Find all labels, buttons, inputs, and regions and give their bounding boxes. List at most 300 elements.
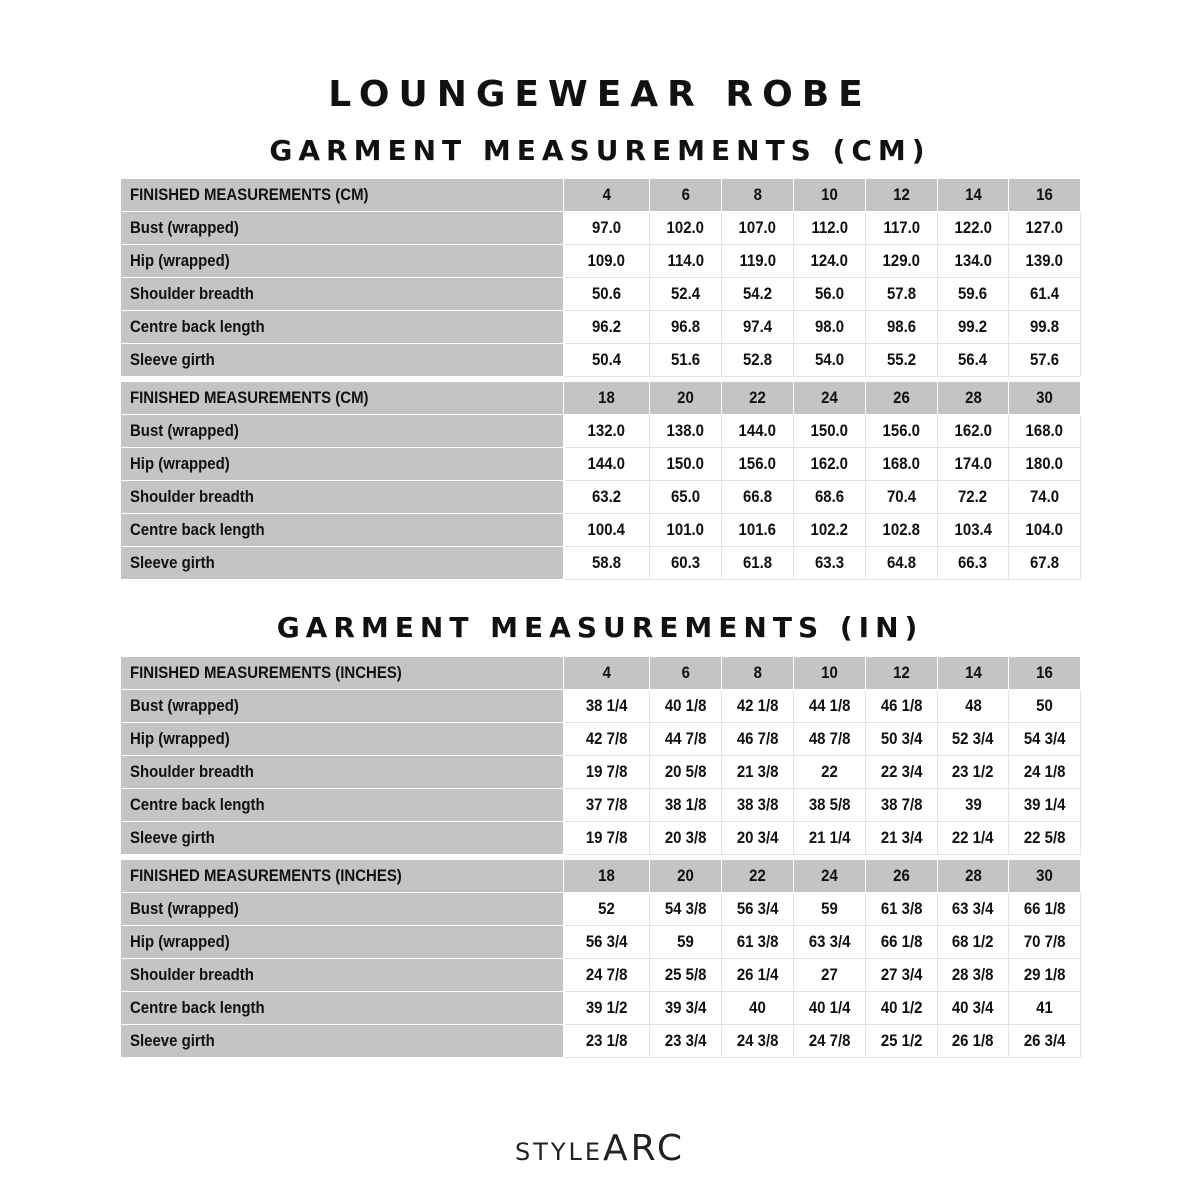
size-header-text: 20 bbox=[677, 866, 694, 885]
measurement-value: 58.8 bbox=[591, 553, 622, 572]
measurement-value: 63.3 bbox=[814, 553, 845, 572]
size-header-cell bbox=[650, 382, 722, 415]
measurement-cell bbox=[722, 959, 794, 992]
measurement-cell bbox=[938, 789, 1009, 822]
table-row bbox=[121, 893, 1081, 926]
table-row bbox=[121, 481, 1081, 514]
measurement-cell bbox=[722, 756, 794, 789]
measurement-value: 168.0 bbox=[1025, 421, 1064, 440]
measurement-cell bbox=[564, 311, 650, 344]
measurement-value: 61 3/8 bbox=[736, 932, 779, 951]
size-header-cell bbox=[564, 860, 650, 893]
measurement-cell bbox=[1009, 514, 1081, 547]
measurement-cell bbox=[794, 1025, 866, 1058]
table-row bbox=[121, 278, 1081, 311]
size-header-cell bbox=[938, 860, 1009, 893]
measurement-cell bbox=[938, 893, 1009, 926]
measurement-value: 59 bbox=[821, 899, 838, 918]
measurement-value: 22 5/8 bbox=[1023, 828, 1066, 847]
measurement-cell bbox=[650, 959, 722, 992]
row-label bbox=[121, 212, 564, 245]
measurement-value: 68 1/2 bbox=[952, 932, 994, 951]
measurement-cell bbox=[722, 415, 794, 448]
size-header-text: 14 bbox=[964, 185, 982, 204]
measurement-cell bbox=[722, 926, 794, 959]
measurement-value: 27 bbox=[821, 965, 838, 984]
size-header-cell bbox=[938, 657, 1009, 690]
measurement-cell bbox=[794, 311, 866, 344]
size-header-cell bbox=[1009, 179, 1081, 212]
measurement-value: 38 1/8 bbox=[664, 795, 707, 814]
measurement-cell bbox=[564, 959, 650, 992]
measurements-table-cm bbox=[120, 178, 1081, 580]
measurement-cell bbox=[866, 1025, 938, 1058]
row-label bbox=[121, 344, 564, 377]
header-label-text: FINISHED MEASUREMENTS (INCHES) bbox=[130, 663, 402, 682]
table-row bbox=[121, 245, 1081, 278]
measurement-cell bbox=[938, 514, 1009, 547]
measurement-cell bbox=[722, 723, 794, 756]
measurement-cell bbox=[866, 723, 938, 756]
measurement-value: 57.6 bbox=[1029, 350, 1060, 369]
measurement-value: 21 3/4 bbox=[880, 828, 923, 847]
measurement-value: 51.6 bbox=[670, 350, 701, 369]
measurement-cell bbox=[938, 959, 1009, 992]
measurement-value: 117.0 bbox=[883, 218, 920, 237]
measurement-value: 61.4 bbox=[1029, 284, 1060, 303]
table-row bbox=[121, 690, 1081, 723]
measurement-value: 39 bbox=[964, 795, 982, 814]
row-label bbox=[121, 1025, 564, 1058]
measurement-cell bbox=[1009, 959, 1081, 992]
measurement-cell bbox=[938, 344, 1009, 377]
row-label-text: Hip (wrapped) bbox=[130, 251, 230, 270]
size-header-cell bbox=[1009, 382, 1081, 415]
measurement-cell bbox=[722, 311, 794, 344]
measurement-value: 57.8 bbox=[886, 284, 917, 303]
measurement-cell bbox=[794, 514, 866, 547]
measurement-value: 46 7/8 bbox=[736, 729, 779, 748]
measurement-cell bbox=[722, 893, 794, 926]
measurement-value: 24 1/8 bbox=[1023, 762, 1066, 781]
measurement-cell bbox=[722, 822, 794, 855]
row-label bbox=[121, 926, 564, 959]
measurement-cell bbox=[1009, 311, 1081, 344]
measurement-value: 21 3/8 bbox=[736, 762, 779, 781]
measurement-cell bbox=[866, 415, 938, 448]
measurement-value: 55.2 bbox=[886, 350, 917, 369]
measurement-cell bbox=[866, 756, 938, 789]
row-label-text: Bust (wrapped) bbox=[130, 696, 239, 715]
size-header-cell bbox=[794, 382, 866, 415]
measurement-value: 99.8 bbox=[1029, 317, 1060, 336]
measurement-cell bbox=[650, 789, 722, 822]
measurement-value: 99.2 bbox=[958, 317, 988, 336]
size-header-row bbox=[121, 179, 1081, 212]
size-header-cell bbox=[564, 382, 650, 415]
measurement-value: 66 1/8 bbox=[880, 932, 923, 951]
size-header-cell bbox=[1009, 860, 1081, 893]
row-label-text: Sleeve girth bbox=[130, 828, 215, 847]
measurement-value: 56 3/4 bbox=[585, 932, 628, 951]
measurement-value: 103.4 bbox=[954, 520, 992, 539]
measurement-cell bbox=[650, 992, 722, 1025]
measurement-cell bbox=[794, 690, 866, 723]
size-header-text: 8 bbox=[753, 663, 762, 682]
measurement-value: 96.8 bbox=[670, 317, 701, 336]
header-label-text: FINISHED MEASUREMENTS (INCHES) bbox=[130, 866, 402, 885]
measurement-value: 68.6 bbox=[814, 487, 845, 506]
size-header-cell bbox=[564, 657, 650, 690]
measurement-value: 24 7/8 bbox=[585, 965, 628, 984]
measurement-cell bbox=[1009, 690, 1081, 723]
measurement-cell bbox=[722, 789, 794, 822]
measurement-cell bbox=[938, 245, 1009, 278]
measurement-value: 67.8 bbox=[1029, 553, 1060, 572]
measurement-value: 40 1/2 bbox=[880, 998, 923, 1017]
measurement-value: 119.0 bbox=[739, 251, 776, 270]
row-label-text: Sleeve girth bbox=[130, 1031, 215, 1050]
measurement-cell bbox=[1009, 547, 1081, 580]
size-header-row bbox=[121, 657, 1081, 690]
measurement-value: 50.4 bbox=[591, 350, 622, 369]
size-header-text: 22 bbox=[749, 866, 766, 885]
size-header-cell bbox=[722, 382, 794, 415]
measurement-value: 59.6 bbox=[958, 284, 988, 303]
measurement-value: 70.4 bbox=[886, 487, 917, 506]
measurement-cell bbox=[564, 514, 650, 547]
measurement-value: 63.2 bbox=[591, 487, 622, 506]
section-heading-in: GARMENT MEASUREMENTS (IN) bbox=[276, 611, 924, 644]
measurement-cell bbox=[650, 415, 722, 448]
measurement-value: 38 7/8 bbox=[880, 795, 923, 814]
measurement-cell bbox=[1009, 481, 1081, 514]
measurement-cell bbox=[866, 245, 938, 278]
measurement-value: 56.4 bbox=[958, 350, 988, 369]
measurement-cell bbox=[564, 212, 650, 245]
measurement-value: 48 7/8 bbox=[808, 729, 851, 748]
measurement-cell bbox=[650, 212, 722, 245]
measurement-value: 174.0 bbox=[954, 454, 992, 473]
measurement-value: 102.0 bbox=[666, 218, 705, 237]
row-label-text: Hip (wrapped) bbox=[130, 454, 230, 473]
measurement-value: 29 1/8 bbox=[1023, 965, 1066, 984]
measurement-value: 40 1/4 bbox=[808, 998, 851, 1017]
size-header-cell bbox=[1009, 657, 1081, 690]
size-header-text: 20 bbox=[677, 388, 694, 407]
size-header-text: 12 bbox=[893, 185, 910, 204]
measurement-cell bbox=[564, 481, 650, 514]
measurement-cell bbox=[650, 893, 722, 926]
measurement-value: 98.6 bbox=[886, 317, 917, 336]
measurement-value: 38 3/8 bbox=[736, 795, 779, 814]
measurement-cell bbox=[866, 547, 938, 580]
measurement-cell bbox=[938, 723, 1009, 756]
measurement-cell bbox=[1009, 448, 1081, 481]
measurement-value: 150.0 bbox=[666, 454, 705, 473]
measurement-cell bbox=[794, 344, 866, 377]
measurement-cell bbox=[564, 822, 650, 855]
size-header-cell bbox=[794, 657, 866, 690]
measurement-value: 22 1/4 bbox=[952, 828, 994, 847]
measurement-value: 26 1/4 bbox=[736, 965, 779, 984]
size-header-cell bbox=[794, 860, 866, 893]
measurement-value: 129.0 bbox=[882, 251, 921, 270]
measurement-cell bbox=[866, 212, 938, 245]
measurement-cell bbox=[1009, 926, 1081, 959]
row-label-text: Hip (wrapped) bbox=[130, 932, 230, 951]
row-label bbox=[121, 893, 564, 926]
measurement-value: 139.0 bbox=[1025, 251, 1064, 270]
row-label bbox=[121, 756, 564, 789]
header-label bbox=[121, 657, 564, 690]
brand-logo bbox=[0, 1128, 1200, 1169]
measurement-value: 64.8 bbox=[886, 553, 917, 572]
measurement-cell bbox=[866, 278, 938, 311]
size-header-text: 28 bbox=[964, 388, 982, 407]
measurement-cell bbox=[794, 822, 866, 855]
size-header-text: 18 bbox=[598, 866, 615, 885]
size-header-text: 16 bbox=[1036, 185, 1053, 204]
size-header-text: 16 bbox=[1036, 663, 1053, 682]
measurement-value: 25 5/8 bbox=[664, 965, 707, 984]
measurement-value: 22 3/4 bbox=[880, 762, 923, 781]
measurement-value: 44 1/8 bbox=[808, 696, 851, 715]
size-header-cell bbox=[650, 179, 722, 212]
measurement-cell bbox=[564, 926, 650, 959]
table-row bbox=[121, 415, 1081, 448]
measurement-cell bbox=[866, 344, 938, 377]
measurement-cell bbox=[794, 448, 866, 481]
measurement-value: 54 3/4 bbox=[1023, 729, 1066, 748]
measurement-value: 101.6 bbox=[738, 520, 777, 539]
row-label bbox=[121, 547, 564, 580]
table-row bbox=[121, 547, 1081, 580]
brand-logo-arc: ARC bbox=[603, 1128, 686, 1169]
page-title: LOUNGEWEAR ROBE bbox=[328, 74, 872, 115]
measurement-value: 162.0 bbox=[954, 421, 992, 440]
measurement-cell bbox=[650, 344, 722, 377]
measurement-value: 23 1/8 bbox=[585, 1031, 628, 1050]
measurement-value: 124.0 bbox=[810, 251, 849, 270]
measurement-cell bbox=[722, 547, 794, 580]
measurement-value: 97.4 bbox=[742, 317, 773, 336]
measurement-cell bbox=[650, 690, 722, 723]
size-header-text: 26 bbox=[893, 866, 910, 885]
measurement-value: 102.2 bbox=[810, 520, 849, 539]
measurement-cell bbox=[938, 448, 1009, 481]
measurement-cell bbox=[722, 481, 794, 514]
measurement-cell bbox=[722, 1025, 794, 1058]
measurement-cell bbox=[564, 789, 650, 822]
table-row bbox=[121, 822, 1081, 855]
measurement-cell bbox=[1009, 789, 1081, 822]
measurement-cell bbox=[564, 415, 650, 448]
measurement-value: 40 1/8 bbox=[664, 696, 707, 715]
header-label bbox=[121, 179, 564, 212]
measurement-value: 96.2 bbox=[591, 317, 622, 336]
measurement-cell bbox=[1009, 723, 1081, 756]
measurement-cell bbox=[722, 448, 794, 481]
size-header-cell bbox=[866, 179, 938, 212]
measurement-value: 134.0 bbox=[954, 251, 992, 270]
measurement-cell bbox=[938, 212, 1009, 245]
size-header-text: 10 bbox=[821, 185, 838, 204]
size-header-cell bbox=[650, 657, 722, 690]
measurement-value: 61.8 bbox=[742, 553, 773, 572]
measurement-cell bbox=[1009, 822, 1081, 855]
measurement-value: 40 bbox=[749, 998, 766, 1017]
size-header-cell bbox=[938, 382, 1009, 415]
table-row bbox=[121, 514, 1081, 547]
measurement-cell bbox=[938, 415, 1009, 448]
row-label-text: Shoulder breadth bbox=[130, 284, 254, 303]
size-header-cell bbox=[866, 860, 938, 893]
size-header-text: 8 bbox=[753, 185, 762, 204]
measurement-value: 52.8 bbox=[742, 350, 773, 369]
row-label bbox=[121, 448, 564, 481]
measurement-value: 138.0 bbox=[666, 421, 705, 440]
measurement-cell bbox=[1009, 415, 1081, 448]
size-header-text: 30 bbox=[1036, 388, 1053, 407]
measurement-cell bbox=[1009, 992, 1081, 1025]
measurement-value: 37 7/8 bbox=[585, 795, 628, 814]
measurement-value: 42 1/8 bbox=[736, 696, 779, 715]
measurement-cell bbox=[564, 690, 650, 723]
measurement-cell bbox=[794, 278, 866, 311]
measurement-cell bbox=[794, 756, 866, 789]
measurement-value: 168.0 bbox=[882, 454, 921, 473]
size-header-cell bbox=[722, 657, 794, 690]
measurement-value: 50.6 bbox=[591, 284, 622, 303]
measurement-cell bbox=[1009, 212, 1081, 245]
row-label bbox=[121, 514, 564, 547]
measurement-cell bbox=[564, 245, 650, 278]
measurement-cell bbox=[866, 992, 938, 1025]
row-label-text: Centre back length bbox=[130, 317, 265, 336]
measurement-value: 66.8 bbox=[742, 487, 773, 506]
size-header-text: 6 bbox=[681, 663, 690, 682]
measurement-value: 24 7/8 bbox=[808, 1031, 851, 1050]
row-label bbox=[121, 245, 564, 278]
measurement-value: 39 1/4 bbox=[1023, 795, 1066, 814]
measurement-value: 59 bbox=[677, 932, 694, 951]
measurement-cell bbox=[1009, 245, 1081, 278]
row-label bbox=[121, 415, 564, 448]
size-header-text: 10 bbox=[821, 663, 838, 682]
measurement-cell bbox=[564, 344, 650, 377]
measurement-value: 27 3/4 bbox=[880, 965, 923, 984]
measurement-value: 23 3/4 bbox=[664, 1031, 707, 1050]
table-row bbox=[121, 789, 1081, 822]
measurement-cell bbox=[866, 893, 938, 926]
measurement-cell bbox=[650, 245, 722, 278]
measurement-value: 61 3/8 bbox=[880, 899, 923, 918]
row-label bbox=[121, 723, 564, 756]
header-label bbox=[121, 860, 564, 893]
measurement-cell bbox=[1009, 756, 1081, 789]
table-row bbox=[121, 311, 1081, 344]
measurement-cell bbox=[1009, 344, 1081, 377]
measurement-cell bbox=[722, 514, 794, 547]
size-header-cell bbox=[794, 179, 866, 212]
measurement-value: 20 3/4 bbox=[736, 828, 779, 847]
measurement-cell bbox=[938, 481, 1009, 514]
measurement-cell bbox=[866, 822, 938, 855]
measurement-value: 60.3 bbox=[670, 553, 701, 572]
measurement-cell bbox=[794, 723, 866, 756]
table-row bbox=[121, 756, 1081, 789]
row-label bbox=[121, 992, 564, 1025]
measurement-value: 114.0 bbox=[667, 251, 704, 270]
size-header-text: 4 bbox=[602, 663, 611, 682]
measurement-cell bbox=[650, 756, 722, 789]
measurement-cell bbox=[866, 514, 938, 547]
row-label-text: Bust (wrapped) bbox=[130, 421, 239, 440]
measurement-cell bbox=[938, 992, 1009, 1025]
measurement-cell bbox=[794, 547, 866, 580]
measurement-value: 144.0 bbox=[738, 421, 777, 440]
measurement-cell bbox=[564, 893, 650, 926]
size-header-text: 22 bbox=[749, 388, 766, 407]
measurement-value: 40 3/4 bbox=[952, 998, 994, 1017]
measurement-value: 46 1/8 bbox=[880, 696, 923, 715]
measurement-value: 25 1/2 bbox=[880, 1031, 923, 1050]
measurement-value: 107.0 bbox=[738, 218, 777, 237]
measurement-value: 100.4 bbox=[587, 520, 626, 539]
row-label bbox=[121, 789, 564, 822]
row-label bbox=[121, 822, 564, 855]
measurement-cell bbox=[564, 1025, 650, 1058]
header-label-text: FINISHED MEASUREMENTS (CM) bbox=[130, 388, 369, 407]
size-header-cell bbox=[866, 657, 938, 690]
measurement-value: 44 7/8 bbox=[664, 729, 707, 748]
measurement-cell bbox=[866, 959, 938, 992]
measurement-value: 127.0 bbox=[1025, 218, 1064, 237]
table-row bbox=[121, 723, 1081, 756]
measurement-value: 26 1/8 bbox=[952, 1031, 994, 1050]
measurement-cell bbox=[650, 926, 722, 959]
row-label-text: Hip (wrapped) bbox=[130, 729, 230, 748]
measurement-cell bbox=[650, 311, 722, 344]
table-row bbox=[121, 992, 1081, 1025]
measurement-cell bbox=[564, 756, 650, 789]
measurement-cell bbox=[938, 547, 1009, 580]
measurement-value: 101.0 bbox=[666, 520, 705, 539]
size-header-row bbox=[121, 860, 1081, 893]
measurement-value: 65.0 bbox=[670, 487, 701, 506]
measurement-value: 104.0 bbox=[1025, 520, 1064, 539]
measurement-cell bbox=[1009, 278, 1081, 311]
measurement-value: 48 bbox=[964, 696, 982, 715]
row-label-text: Shoulder breadth bbox=[130, 965, 254, 984]
brand-logo-style: STYLE bbox=[514, 1138, 604, 1166]
measurement-value: 19 7/8 bbox=[585, 762, 628, 781]
measurement-cell bbox=[866, 481, 938, 514]
table-row bbox=[121, 959, 1081, 992]
size-header-cell bbox=[866, 382, 938, 415]
measurement-cell bbox=[794, 992, 866, 1025]
measurement-cell bbox=[1009, 1025, 1081, 1058]
row-label-text: Bust (wrapped) bbox=[130, 899, 239, 918]
measurement-value: 54.0 bbox=[814, 350, 845, 369]
measurement-value: 144.0 bbox=[587, 454, 626, 473]
measurement-cell bbox=[866, 448, 938, 481]
table-row bbox=[121, 448, 1081, 481]
measurement-cell bbox=[938, 822, 1009, 855]
measurement-value: 74.0 bbox=[1029, 487, 1060, 506]
measurement-cell bbox=[722, 690, 794, 723]
